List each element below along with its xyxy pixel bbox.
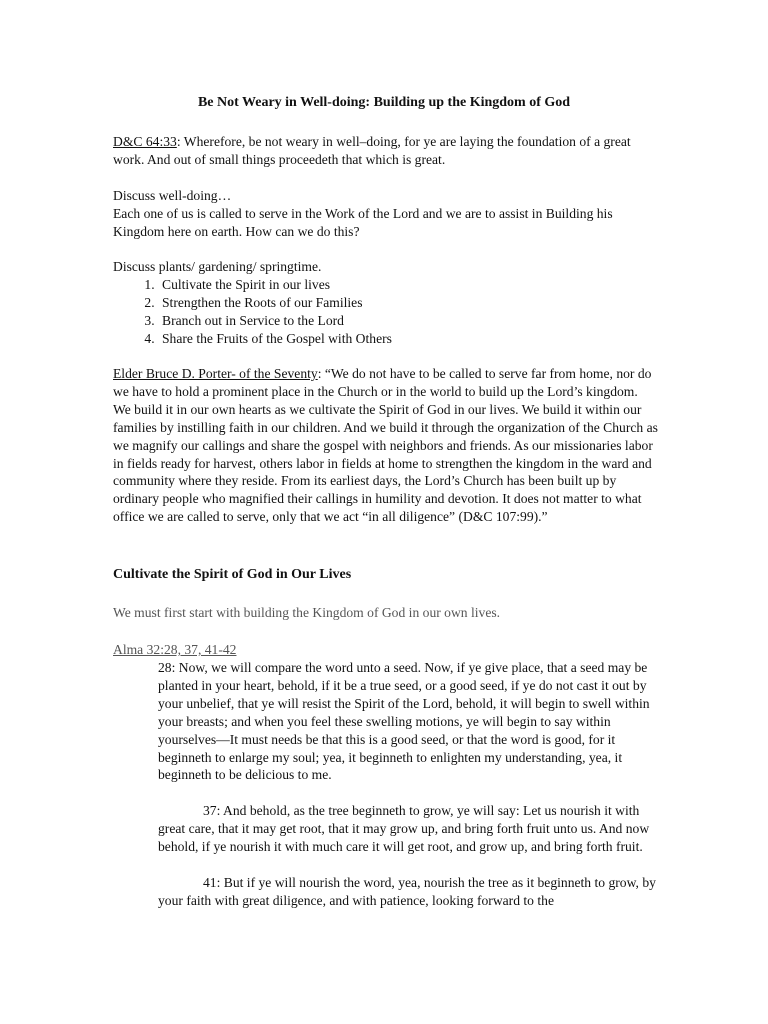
list-item: 1. Cultivate the Spirit in our lives bbox=[158, 276, 658, 294]
quote-text: : “We do not have to be called to serve far from home, nor do we have to hold a prominent place in the Church or in the world to build up the Lord’s kingdom. We build it in our own hearts as we cultivate the Spirit of God in our lives. We build it within our families by instilling faith in our children. And we build it through the organization of the Church as we magnify our callings and share the gospel with neighbors and friends. As our missionaries labor in fields ready for harvest, others labor in fields at home to strengthen the kingdom in the ward and community where they reside. From its earliest days, the Lord’s Church has been built up by ordinary people who magnified their callings in humility and devotion. It does not matter to what office we are called to serve, only that we act “in all diligence” (D&C 107:99).” bbox=[113, 366, 658, 525]
dc-reference-link[interactable]: D&C 64:33 bbox=[113, 134, 177, 149]
list-item: 3. Branch out in Service to the Lord bbox=[158, 312, 658, 330]
list-item: 4. Share the Fruits of the Gospel with Others bbox=[158, 330, 658, 348]
numbered-list bbox=[113, 276, 658, 348]
numbered-list-container bbox=[113, 276, 658, 348]
alma-reference-link[interactable]: Alma 32:28, 37, 41-42 bbox=[113, 642, 237, 657]
service-paragraph: Each one of us is called to serve in the Work of the Lord and we are to assist in Building his Kingdom here on earth. How can we do this? bbox=[113, 206, 613, 239]
discuss-plants: Discuss plants/ gardening/ springtime. bbox=[113, 259, 322, 274]
alma-reference bbox=[113, 641, 658, 659]
section-heading: Cultivate the Spirit of God in Our Lives bbox=[113, 567, 352, 582]
verse-37: 37: And behold, as the tree beginneth to grow, ye will say: Let us nourish it with great care, that it may get root, that it may grow up, and bring forth fruit unto us. And now behold, if ye nourish it with much care it will get root, and grow up, and bring forth fruit. bbox=[158, 803, 650, 854]
intro-text: : Wherefore, be not weary in well–doing, for ye are laying the foundation of a great work. And out of small things proceedeth that which is great. bbox=[113, 134, 631, 167]
porter-quote bbox=[113, 365, 658, 526]
verse-41: 41: But if ye will nourish the word, yea, nourish the tree as it beginneth to grow, by your faith with great diligence, and with patience, looking forward to the bbox=[158, 875, 656, 908]
discuss-welldoing: Discuss well-doing… bbox=[113, 188, 232, 203]
document-title: Be Not Weary in Well-doing: Building up the Kingdom of God bbox=[197, 95, 571, 110]
intro-paragraph bbox=[113, 133, 658, 169]
list-item: 2. Strengthen the Roots of our Families bbox=[158, 294, 658, 312]
speaker-link[interactable]: Elder Bruce D. Porter- of the Seventy bbox=[113, 366, 318, 381]
section-intro: We must first start with building the Kingdom of God in our own lives. bbox=[113, 605, 501, 620]
verse-28: 28: Now, we will compare the word unto a seed. Now, if ye give place, that a seed may be planted in your heart, behold, if it be a true seed, or a good seed, if ye do not cast it out by your unbelief, that ye will resist the Spirit of the Lord, behold, it will begin to swell within your breasts; and when you feel these swelling motions, ye will begin to say within yourselves—It must needs be that this is a good seed, or that the word is good, for it beginneth to enlarge my soul; yea, it beginneth to enlighten my understanding, yea, it beginneth to be delicious to me. bbox=[158, 660, 650, 783]
